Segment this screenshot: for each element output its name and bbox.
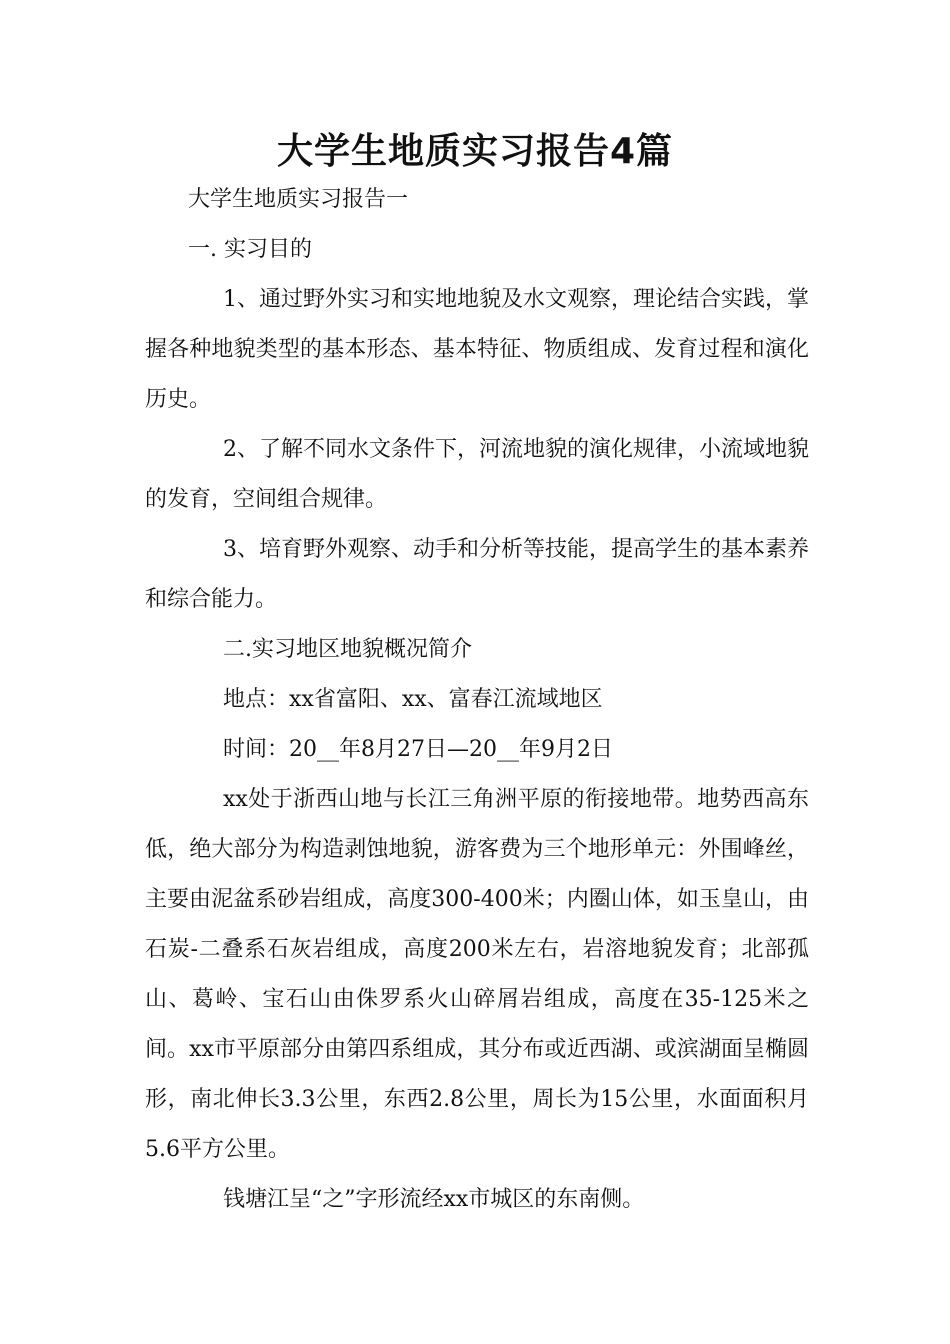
overview-paragraph: xx处于浙西山地与长江三角洲平原的衔接地带。地势西高东低，绝大部分为构造剥蚀地貌，游客费为三个地形单元：外围峰丝，主要由泥盆系砂岩组成，高度300-400米；内圈山体，如玉皇山，由石炭-二叠系石灰岩组成，高度200米左右，岩溶地貌发育；北部孤山、葛岭、宝石山由侏罗系火山碎屑岩组成，高度在35-125米之间。xx市平原部分由第四系组成，其分布或近西湖、或滨湖面呈椭圆形，南北伸长3.3公里，东西2.8公里，周长为15公里，水面面积月5.6平方公里。 [145,787,809,1162]
objective-item-1: 1、通过野外实习和实地地貌及水文观察，理论结合实践，掌握各种地貌类型的基本形态、基本特征、物质组成、发育过程和演化历史。 [145,287,809,412]
objective-item-2: 2、了解不同水文条件下，河流地貌的演化规律，小流域地貌的发育，空间组合规律。 [145,437,809,512]
document-title: 大学生地质实习报告4篇 [276,131,674,172]
report-subtitle: 大学生地质实习报告一 [188,187,409,212]
section-heading-overview: 二.实习地区地貌概况简介 [223,637,472,662]
section-heading-objectives: 一. 实习目的 [188,237,312,262]
qiantang-paragraph: 钱塘江呈“之”字形流经xx市城区的东南侧。 [223,1187,645,1212]
objective-item-3: 3、培育野外观察、动手和分析等技能，提高学生的基本素养和综合能力。 [145,537,809,612]
location-line: 地点：xx省富阳、xx、富春江流域地区 [223,687,603,712]
time-line: 时间：20__年8月27日—20__年9月2日 [223,737,613,762]
